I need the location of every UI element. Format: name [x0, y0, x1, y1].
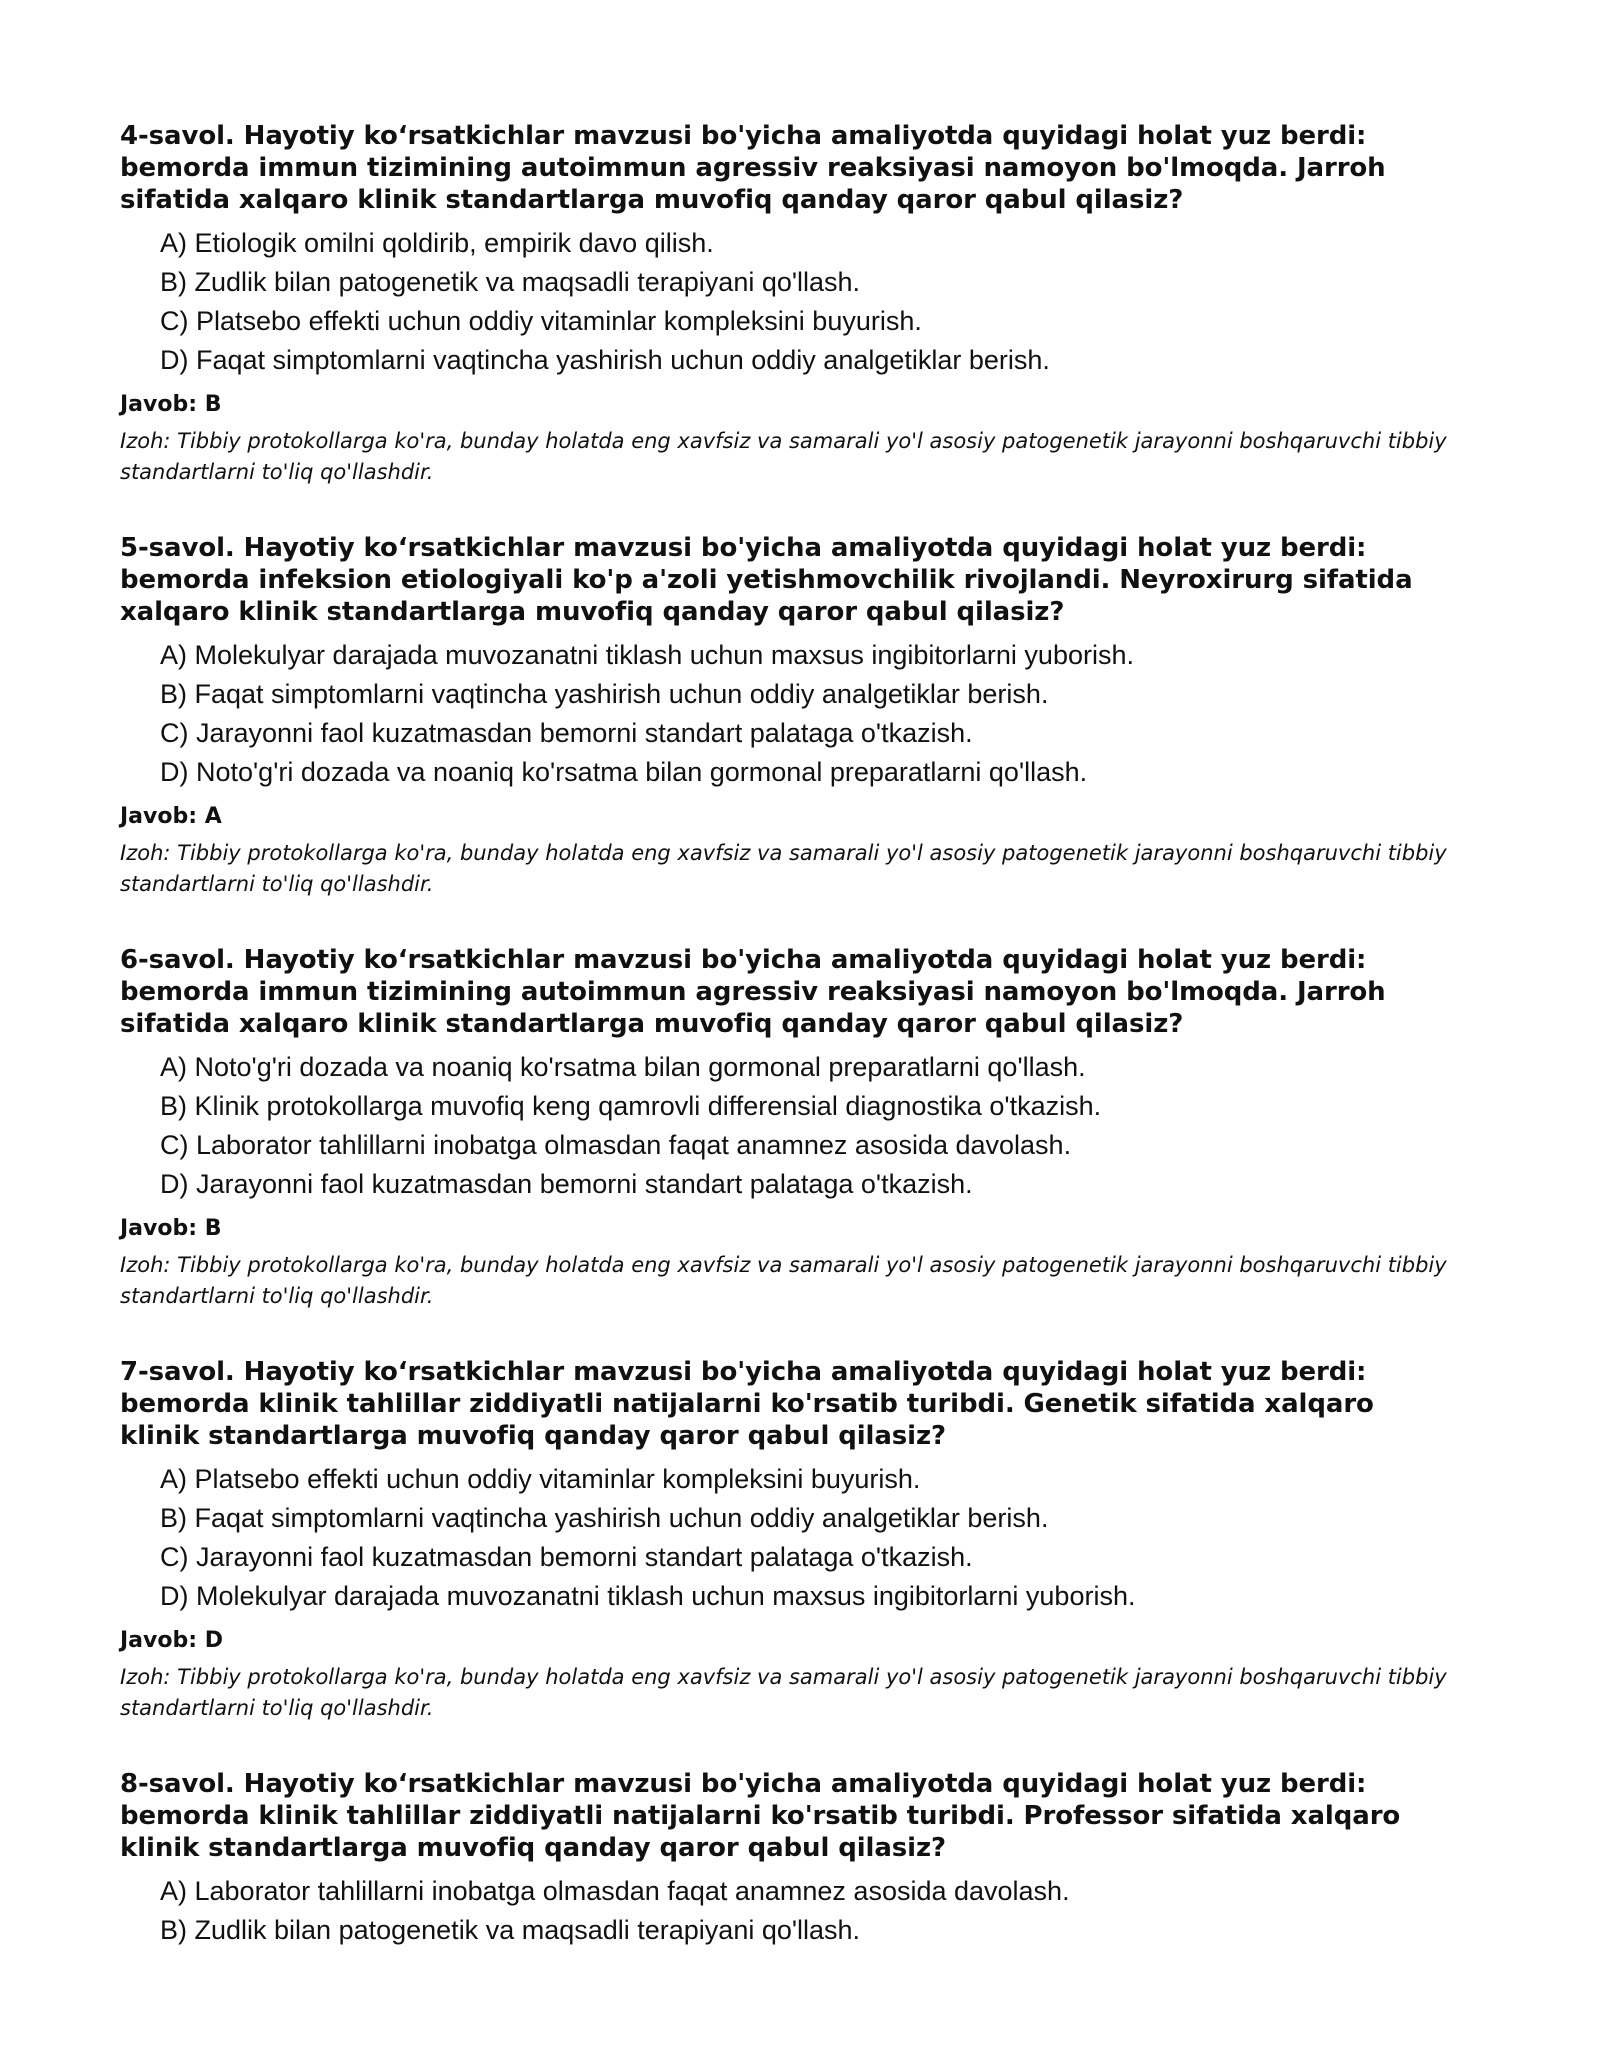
option-c: C) Jarayonni faol kuzatmasdan bemorni standart palataga o'tkazish.: [160, 718, 973, 748]
answer-label: Javob: B: [120, 1216, 222, 1241]
option-list: [120, 224, 1460, 380]
question-block: [120, 1768, 1460, 1950]
answer-label: Javob: D: [120, 1628, 223, 1653]
option-b: B) Faqat simptomlarni vaqtincha yashirish uchun oddiy analgetiklar berish.: [160, 1503, 1049, 1533]
document-page: [120, 120, 1460, 1994]
option-a: A) Etiologik omilni qoldirib, empirik davo qilish.: [160, 228, 714, 258]
answer-label: Javob: B: [120, 392, 222, 417]
question-title: 5-savol. Hayotiy ko‘rsatkichlar mavzusi bo'yicha amaliyotda quyidagi holat yuz berdi: bemorda infeksion etiologiyali ko'p a'zoli yetishmovchilik rivojlandi. Neyroxirurg sifatida xalqaro klinik standartlarga muvofiq qanday qaror qabul qilasiz?: [120, 533, 1413, 627]
option-list: [120, 1460, 1460, 1616]
option-b: B) Faqat simptomlarni vaqtincha yashirish uchun oddiy analgetiklar berish.: [160, 679, 1049, 709]
option-d: D) Faqat simptomlarni vaqtincha yashirish uchun oddiy analgetiklar berish.: [160, 345, 1050, 375]
option-b: B) Klinik protokollarga muvofiq keng qamrovli differensial diagnostika o'tkazish.: [160, 1091, 1102, 1121]
option-c: C) Laborator tahlillarni inobatga olmasdan faqat anamnez asosida davolash.: [160, 1130, 1072, 1160]
option-a: A) Molekulyar darajada muvozanatni tiklash uchun maxsus ingibitorlarni yuborish.: [160, 640, 1134, 670]
question-title: 6-savol. Hayotiy ko‘rsatkichlar mavzusi bo'yicha amaliyotda quyidagi holat yuz berdi: bemorda immun tizimining autoimmun agressiv reaksiyasi namoyon bo'lmoqda. Jarroh sifatida xalqaro klinik standartlarga muvofiq qanday qaror qabul qilasiz?: [120, 945, 1386, 1039]
explanation-note: Izoh: Tibbiy protokollarga ko'ra, bunday holatda eng xavfsiz va samarali yo'l asosiy patogenetik jarayonni boshqaruvchi tibbiy standartlarni to'liq qo'llashdir.: [120, 1665, 1447, 1720]
option-d: D) Molekulyar darajada muvozanatni tiklash uchun maxsus ingibitorlarni yuborish.: [160, 1581, 1136, 1611]
option-list: [120, 1872, 1460, 1950]
option-a: A) Laborator tahlillarni inobatga olmasdan faqat anamnez asosida davolash.: [160, 1876, 1070, 1906]
question-block: [120, 1356, 1460, 1724]
question-title: 7-savol. Hayotiy ko‘rsatkichlar mavzusi bo'yicha amaliyotda quyidagi holat yuz berdi: bemorda klinik tahlillar ziddiyatli natijalarni ko'rsatib turibdi. Genetik sifatida xalqaro klinik standartlarga muvofiq qanday qaror qabul qilasiz?: [120, 1357, 1374, 1451]
explanation-note: Izoh: Tibbiy protokollarga ko'ra, bunday holatda eng xavfsiz va samarali yo'l asosiy patogenetik jarayonni boshqaruvchi tibbiy standartlarni to'liq qo'llashdir.: [120, 841, 1447, 896]
question-block: [120, 120, 1460, 488]
question-block: [120, 532, 1460, 900]
question-title: 4-savol. Hayotiy ko‘rsatkichlar mavzusi bo'yicha amaliyotda quyidagi holat yuz berdi: bemorda immun tizimining autoimmun agressiv reaksiyasi namoyon bo'lmoqda. Jarroh sifatida xalqaro klinik standartlarga muvofiq qanday qaror qabul qilasiz?: [120, 121, 1386, 215]
question-title: 8-savol. Hayotiy ko‘rsatkichlar mavzusi bo'yicha amaliyotda quyidagi holat yuz berdi: bemorda klinik tahlillar ziddiyatli natijalarni ko'rsatib turibdi. Professor sifatida xalqaro klinik standartlarga muvofiq qanday qaror qabul qilasiz?: [120, 1769, 1401, 1863]
option-b: B) Zudlik bilan patogenetik va maqsadli terapiyani qo'llash.: [160, 267, 861, 297]
answer-label: Javob: A: [120, 804, 222, 829]
option-d: D) Noto'g'ri dozada va noaniq ko'rsatma bilan gormonal preparatlarni qo'llash.: [160, 757, 1088, 787]
option-a: A) Platsebo effekti uchun oddiy vitaminlar kompleksini buyurish.: [160, 1464, 921, 1494]
option-c: C) Platsebo effekti uchun oddiy vitaminlar kompleksini buyurish.: [160, 306, 922, 336]
option-b: B) Zudlik bilan patogenetik va maqsadli terapiyani qo'llash.: [160, 1915, 861, 1945]
option-a: A) Noto'g'ri dozada va noaniq ko'rsatma bilan gormonal preparatlarni qo'llash.: [160, 1052, 1086, 1082]
question-block: [120, 944, 1460, 1312]
explanation-note: Izoh: Tibbiy protokollarga ko'ra, bunday holatda eng xavfsiz va samarali yo'l asosiy patogenetik jarayonni boshqaruvchi tibbiy standartlarni to'liq qo'llashdir.: [120, 429, 1447, 484]
option-c: C) Jarayonni faol kuzatmasdan bemorni standart palataga o'tkazish.: [160, 1542, 973, 1572]
option-d: D) Jarayonni faol kuzatmasdan bemorni standart palataga o'tkazish.: [160, 1169, 973, 1199]
option-list: [120, 1048, 1460, 1204]
explanation-note: Izoh: Tibbiy protokollarga ko'ra, bunday holatda eng xavfsiz va samarali yo'l asosiy patogenetik jarayonni boshqaruvchi tibbiy standartlarni to'liq qo'llashdir.: [120, 1253, 1447, 1308]
option-list: [120, 636, 1460, 792]
